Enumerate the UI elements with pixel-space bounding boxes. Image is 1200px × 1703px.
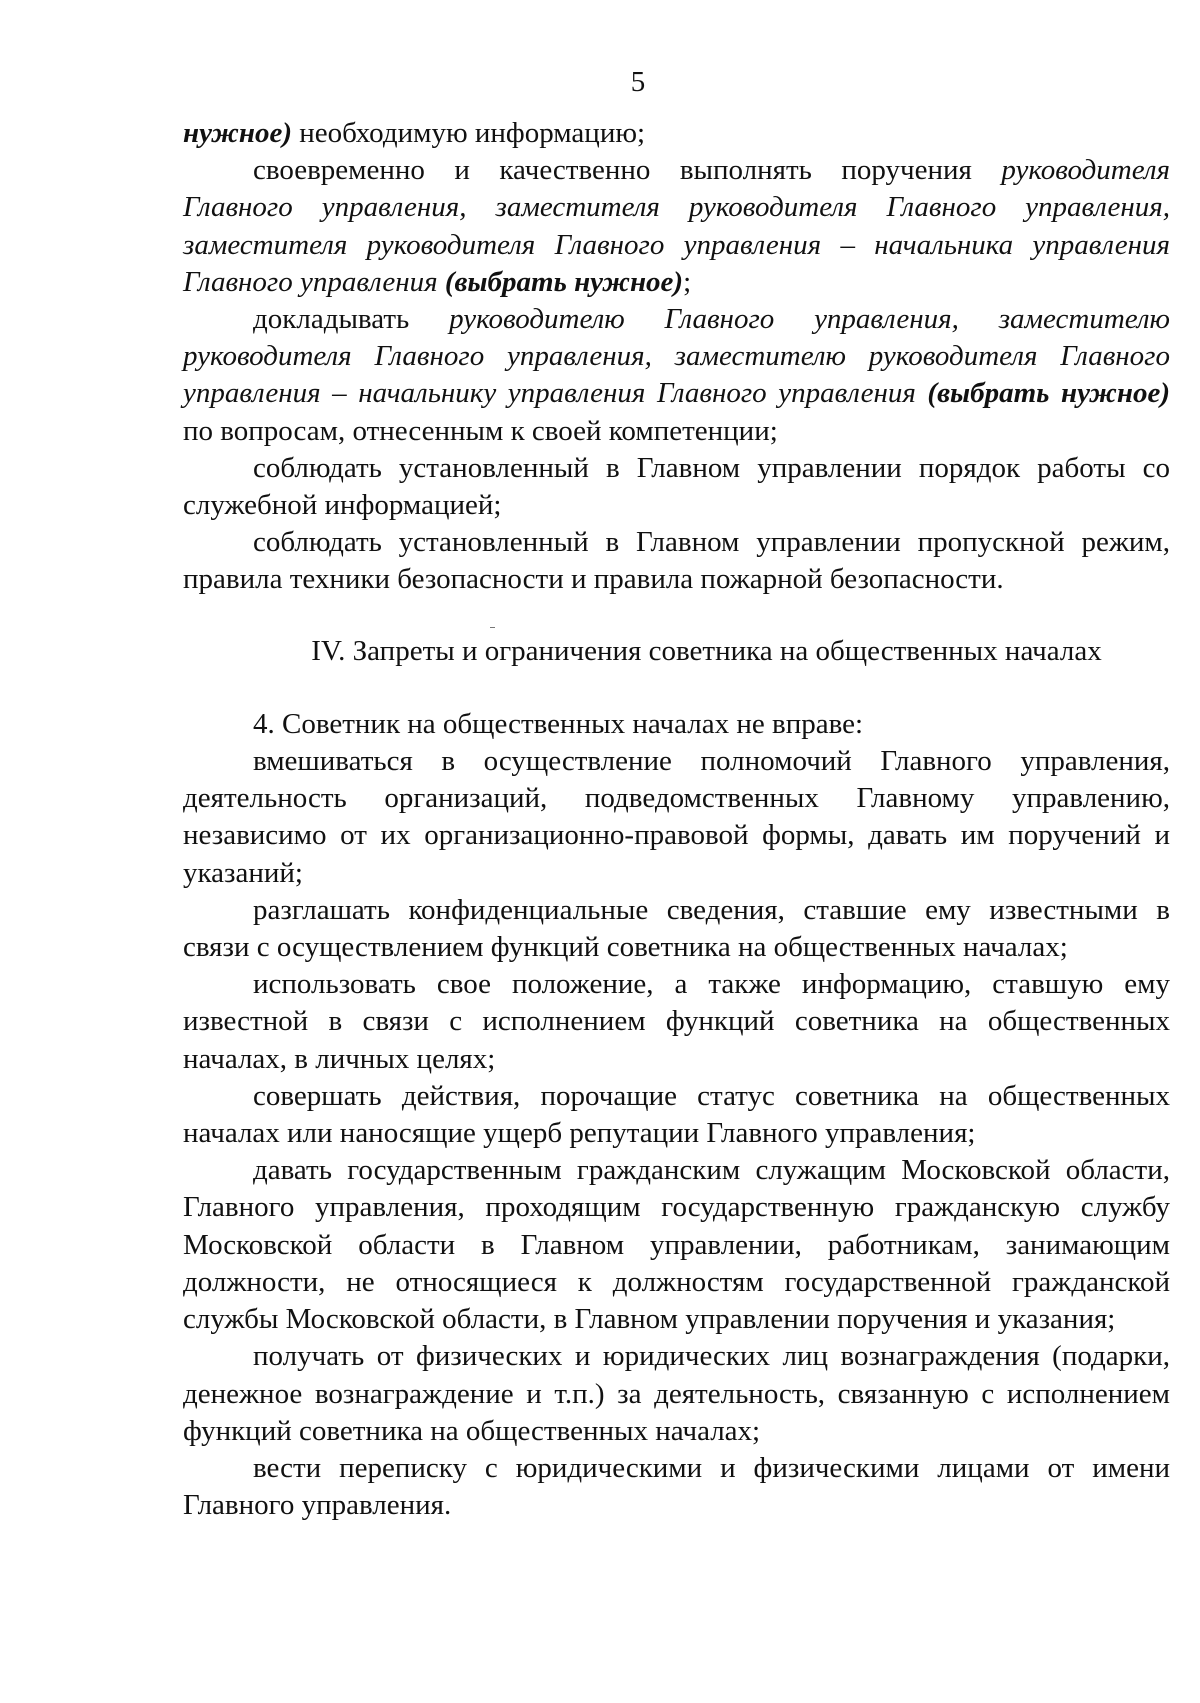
- choice-note: нужное): [183, 117, 292, 149]
- list-item: вмешиваться в осуществление полномочий Главного управления, деятельность организаций, подведомственных Главному управлению, независимо от их организационно-правовой формы, давать им поручений и указаний;: [183, 745, 1170, 889]
- paragraph-continuation: [183, 115, 1170, 152]
- choice-note: (выбрать нужное): [927, 377, 1170, 410]
- placeholder-officials: руководителя Главного управления, заместителя руководителя Главного управления, заместителя руководителя Главного управления – начальника управления Главного управления: [183, 154, 1170, 298]
- list-item: использовать свое положение, а также информацию, ставшую ему известной в связи с исполнением функций советника на общественных началах, в личных целях;: [183, 968, 1170, 1075]
- paragraph-report: [183, 301, 1170, 450]
- list-item: разглашать конфиденциальные сведения, ставшие ему известными в связи с осуществлением функций советника на общественных началах;: [183, 893, 1170, 964]
- list-item: получать от физических и юридических лиц вознаграждения (подарки, денежное вознаграждение и т.п.) за деятельность, связанную с исполнением функций советника на общественных началах;: [183, 1340, 1170, 1447]
- paragraph-execute-instructions: своевременно и качественно выполнять поручения руководителя Главного управления, заместителя руководителя Главного управления, заместителя руководителя Главного управления – начальника управления Главного управления (выбрать нужное);: [183, 154, 1170, 298]
- list-item: вести переписку с юридическими и физическими лицами от имени Главного управления.: [183, 1451, 1170, 1522]
- placeholder-officials: руководителю Главного управления, заместителю руководителя Главного управления, заместителю руководителя Главного управления – начальнику управления Главного управления: [183, 303, 1170, 410]
- section-heading: IV. Запреты и ограничения советника на общественных началах: [311, 634, 1102, 667]
- document-body: [183, 115, 1170, 1524]
- spacer: [183, 670, 1170, 706]
- paragraph-text: докладывать: [253, 303, 450, 336]
- list-item: совершать действия, порочащие статус советника на общественных началах или наносящие ущерб репутации Главного управления;: [183, 1079, 1170, 1150]
- paragraph-info-procedure: соблюдать установленный в Главном управлении порядок работы со служебной информацией;: [183, 451, 1170, 522]
- paragraph-text: необходимую информацию;: [292, 117, 646, 149]
- paragraph-text: своевременно и качественно выполнять поручения: [253, 154, 1002, 187]
- choice-note: (выбрать нужное): [444, 265, 684, 298]
- list-item: давать государственным гражданским служащим Московской области, Главного управления, проходящим государственную гражданскую службу Московской области в Главном управлении, работникам, занимающим должности, не относящиеся к должностям государственной гражданской службы Московской области, в Главном управлении поручения и указания;: [183, 1154, 1170, 1336]
- paragraph-access-regime: соблюдать установленный в Главном управлении пропускной режим, правила техники безопасности и правила пожарной безопасности.: [183, 526, 1170, 596]
- scan-artifact: [490, 627, 495, 628]
- page-number: 5: [630, 66, 646, 98]
- spacer: [183, 599, 1170, 633]
- item-intro: 4. Советник на общественных началах не вправе:: [253, 707, 864, 740]
- paragraph-text: по вопросам, отнесенным к своей компетенции;: [183, 414, 778, 447]
